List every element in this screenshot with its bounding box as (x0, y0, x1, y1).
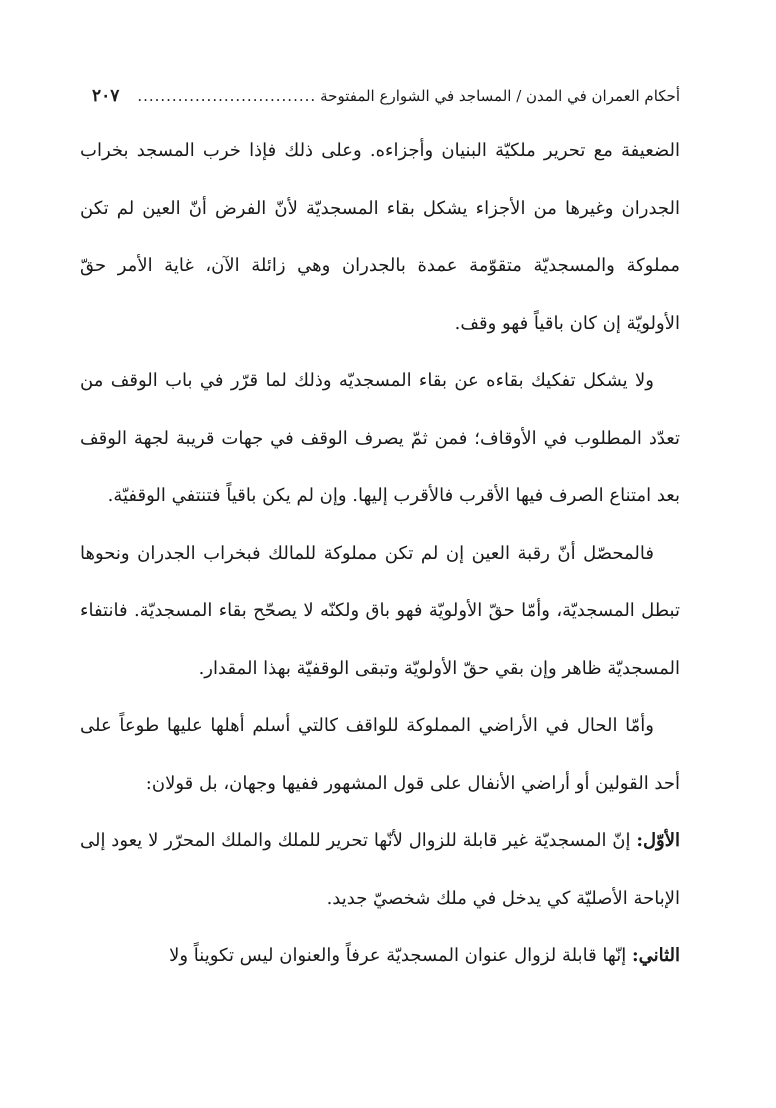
header-title: أحكام العمران في المدن / المساجد في الشوارع المفتوحة (320, 87, 680, 105)
paragraph: وأمّا الحال في الأراضي المملوكة للواقف كالتي أسلم أهلها عليها طوعاً على أحد القولين أو أراضي الأنفال على قول المشهور ففيها وجهان، بل قولان: (80, 715, 680, 794)
paragraph: فالمحصّل أنّ رقبة العين إن لم تكن مملوكة للمالك فبخراب الجدران ونحوها تبطل المسجديّة، وأمّا حقّ الأولويّة فهو باق ولكنّه لا يصحّح بقاء المسجديّة. فانتفاء المسجديّة ظاهر وإن بقي حقّ الأولويّة وتبقى الوقفيّة بهذا المقدار. (80, 542, 680, 679)
running-header (92, 80, 680, 112)
paragraph: الضعيفة مع تحرير ملكيّة البنيان وأجزاءه. وعلى ذلك فإذا خرب المسجد بخراب الجدران وغيرها من الأجزاء يشكل بقاء المسجديّة لأنّ الفرض أنّ العين لم تكن مملوكة والمسجديّة متقوّمة عمدة بالجدران وهي زائلة الآن، غاية الأمر حقّ الأولويّة إن كان باقياً فهو وقف. (80, 140, 680, 334)
item-text: إنّ المسجديّة غير قابلة للزوال لأنّها تحرير للملك والملك المحرّر لا يعود إلى الإباحة الأصليّة كي يدخل في ملك شخصيّ جديد. (80, 830, 680, 909)
item-text: إنّها قابلة لزوال عنوان المسجديّة عرفاً والعنوان ليس تكويناً ولا (169, 945, 632, 966)
paragraph: ولا يشكل تفكيك بقاءه عن بقاء المسجديّه وذلك لما قرّر في باب الوقف من تعدّد المطلوب في الأوقاف؛ فمن ثمّ يصرف الوقف في جهات قريبة لجهة الوقف بعد امتناع الصرف فيها الأقرب فالأقرب إليها. وإن لم يكن باقياً فتنتفي الوقفيّة. (80, 370, 680, 506)
header-leader-dots: ............................... (137, 87, 317, 105)
item-label: الأوّل: (636, 830, 680, 851)
page-number: ٢٠٧ (92, 86, 120, 106)
item-label: الثاني: (631, 945, 680, 966)
body-text (80, 122, 680, 985)
list-item (80, 927, 680, 985)
list-item (80, 812, 680, 927)
